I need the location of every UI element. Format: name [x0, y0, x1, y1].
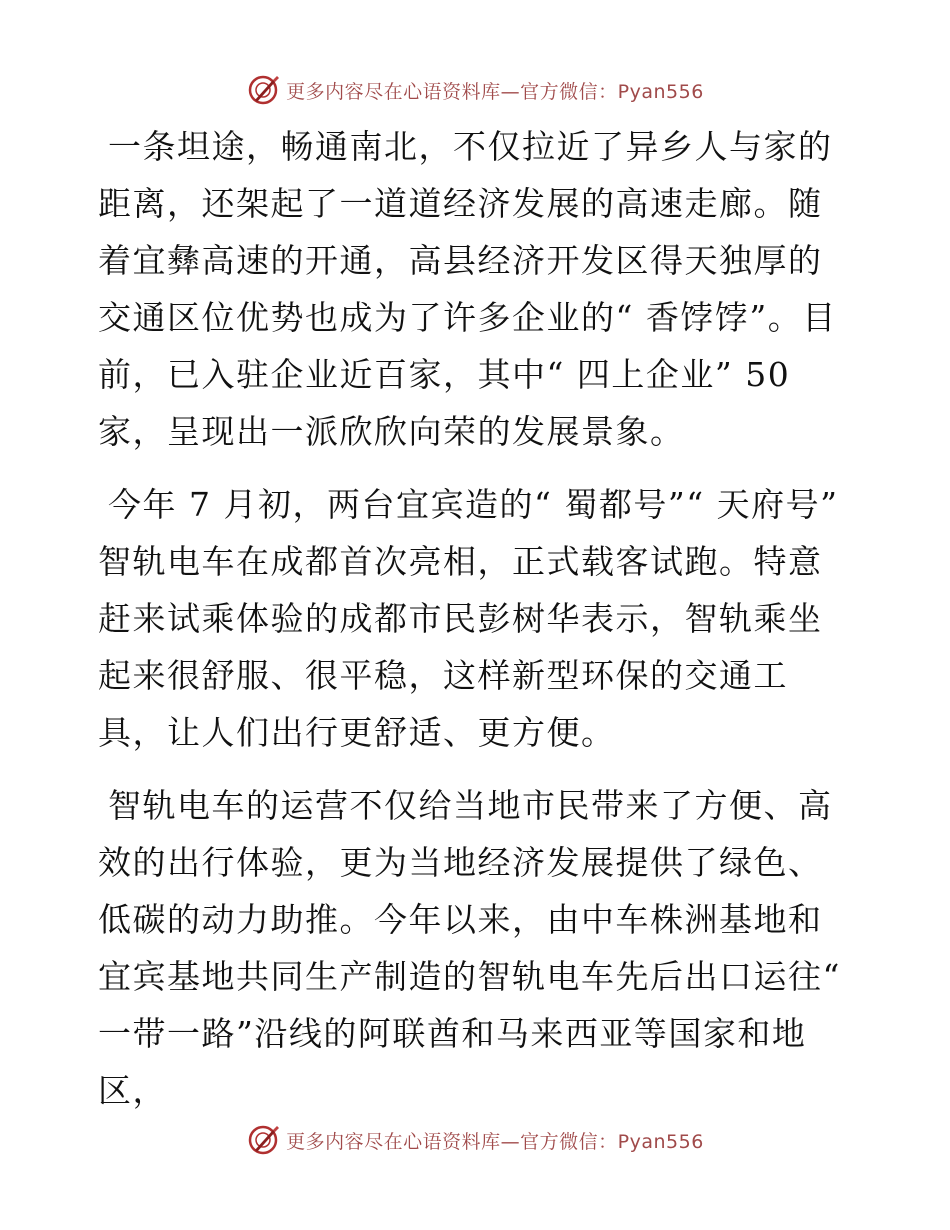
paragraph-3: 智轨电车的运营不仅给当地市民带来了方便、高效的出行体验，更为当地经济发展提供了绿色、低碳的动力助推。今年以来，由中车株洲基地和宜宾基地共同生产制造的智轨电车先后出口运往“ 一带一路”沿线的阿联酋和马来西亚等国家和地区， [98, 786, 853, 1110]
logo-icon [246, 73, 280, 107]
paragraph-2: 今年 7 月初，两台宜宾造的“ 蜀都号”“ 天府号” 智轨电车在成都首次亮相，正式载客试跑。特意赶来试乘体验的成都市民彭树华表示，智轨乘坐起来很舒服、很平稳，这样新型环保的交通工具，让人们出行更舒适、更方便。 [98, 485, 851, 752]
article-body [98, 118, 853, 1135]
watermark-text: 更多内容尽在心语资料库—官方微信：Pyan556 [286, 80, 704, 103]
footer-watermark [0, 1120, 950, 1160]
watermark-text: 更多内容尽在心语资料库—官方微信：Pyan556 [286, 1130, 704, 1153]
logo-icon [246, 1123, 280, 1157]
paragraph-1: 一条坦途，畅通南北，不仅拉近了异乡人与家的距离，还架起了一道道经济发展的高速走廊。随着宜彝高速的开通，高县经济开发区得天独厚的交通区位优势也成为了许多企业的“ 香饽饽”。目前，已入驻企业近百家，其中“ 四上企业” 50家，呈现出一派欣欣向荣的发展景象。 [98, 127, 837, 451]
header-watermark [0, 70, 950, 110]
